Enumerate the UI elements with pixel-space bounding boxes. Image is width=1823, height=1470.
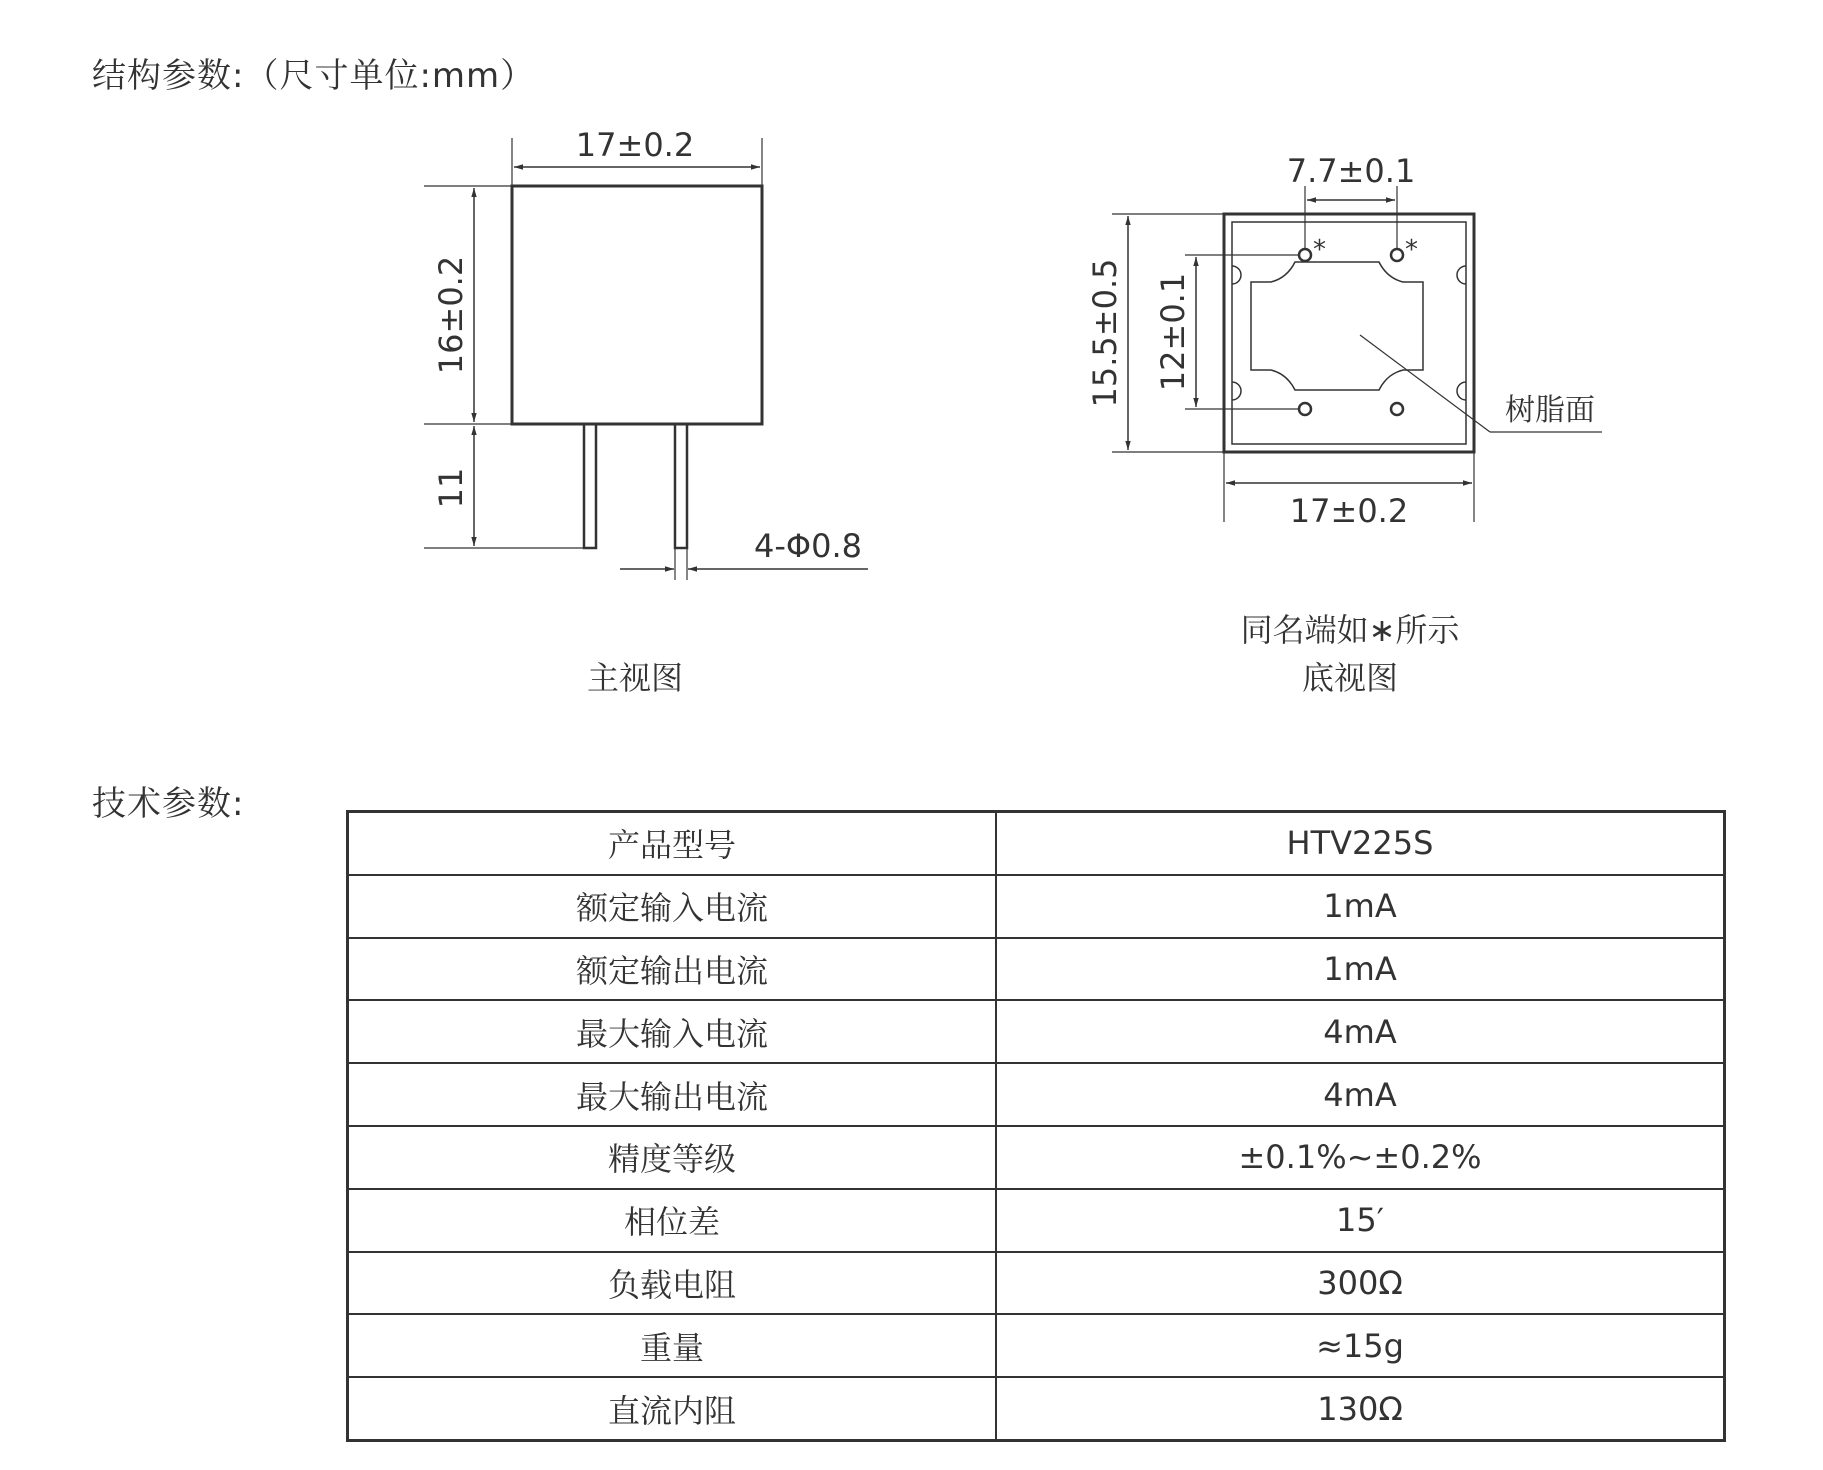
table-row <box>348 1000 1725 1063</box>
bottom-width-dim: 17±0.2 <box>1289 492 1409 530</box>
table-row <box>348 1314 1725 1377</box>
table-row <box>348 1063 1725 1126</box>
front-pin-dia-dim: 4-Φ0.8 <box>754 527 862 565</box>
front-pin-left <box>584 424 596 548</box>
front-height-dim: 16±0.2 <box>432 255 470 375</box>
bottom-resin-outline <box>1251 262 1423 390</box>
spec-value: ≈15g <box>996 1314 1725 1377</box>
bottom-outer-frame <box>1224 214 1474 452</box>
spec-value: 300Ω <box>996 1252 1725 1315</box>
bottom-inner-height-dim: 12±0.1 <box>1154 272 1192 392</box>
front-pin-right <box>675 424 687 548</box>
front-view <box>424 138 868 580</box>
spec-label: 额定输出电流 <box>348 938 997 1001</box>
spec-label: 相位差 <box>348 1189 997 1252</box>
terminal-hole-bottom-left <box>1299 403 1311 415</box>
spec-value: 130Ω <box>996 1377 1725 1440</box>
table-row <box>348 938 1725 1001</box>
terminal-hole-top-right <box>1391 249 1403 261</box>
front-pin-length-dim: 11 <box>432 467 470 509</box>
spec-table <box>346 810 1726 1442</box>
spec-label: 额定输入电流 <box>348 875 997 938</box>
terminal-hole-bottom-right <box>1391 403 1403 415</box>
bottom-view-caption: 底视图 <box>1301 659 1399 697</box>
spec-label: 最大输出电流 <box>348 1063 997 1126</box>
resin-leader-line <box>1360 335 1490 432</box>
bottom-pitch-dim: 7.7±0.1 <box>1286 152 1416 190</box>
spec-label: 重量 <box>348 1314 997 1377</box>
spec-value: HTV225S <box>996 812 1725 875</box>
resin-label: 树脂面 <box>1505 393 1595 428</box>
spec-label: 直流内阻 <box>348 1377 997 1440</box>
spec-value: ±0.1%~±0.2% <box>996 1126 1725 1189</box>
spec-label: 产品型号 <box>348 812 997 875</box>
table-row <box>348 1126 1725 1189</box>
table-row <box>348 812 1725 875</box>
spec-label: 最大输入电流 <box>348 1000 997 1063</box>
spec-label: 负载电阻 <box>348 1252 997 1315</box>
table-row <box>348 875 1725 938</box>
mark-star-right: * <box>1405 235 1418 265</box>
spec-label: 精度等级 <box>348 1126 997 1189</box>
spec-value: 1mA <box>996 875 1725 938</box>
bottom-view-note: 同名端如∗所示 <box>1240 611 1460 649</box>
table-row <box>348 1252 1725 1315</box>
table-row <box>348 1377 1725 1440</box>
front-body <box>512 186 762 424</box>
technical-heading: 技术参数: <box>92 784 245 824</box>
table-row <box>348 1189 1725 1252</box>
structure-heading: 结构参数:（尺寸单位:mm） <box>92 56 536 96</box>
front-width-dim: 17±0.2 <box>575 126 695 164</box>
spec-value: 4mA <box>996 1063 1725 1126</box>
terminal-hole-top-left <box>1299 249 1311 261</box>
bottom-outer-height-dim: 15.5±0.5 <box>1086 258 1124 408</box>
mark-star-left: * <box>1313 235 1326 265</box>
front-view-caption: 主视图 <box>586 659 684 697</box>
spec-value: 1mA <box>996 938 1725 1001</box>
spec-value: 4mA <box>996 1000 1725 1063</box>
spec-value: 15′ <box>996 1189 1725 1252</box>
